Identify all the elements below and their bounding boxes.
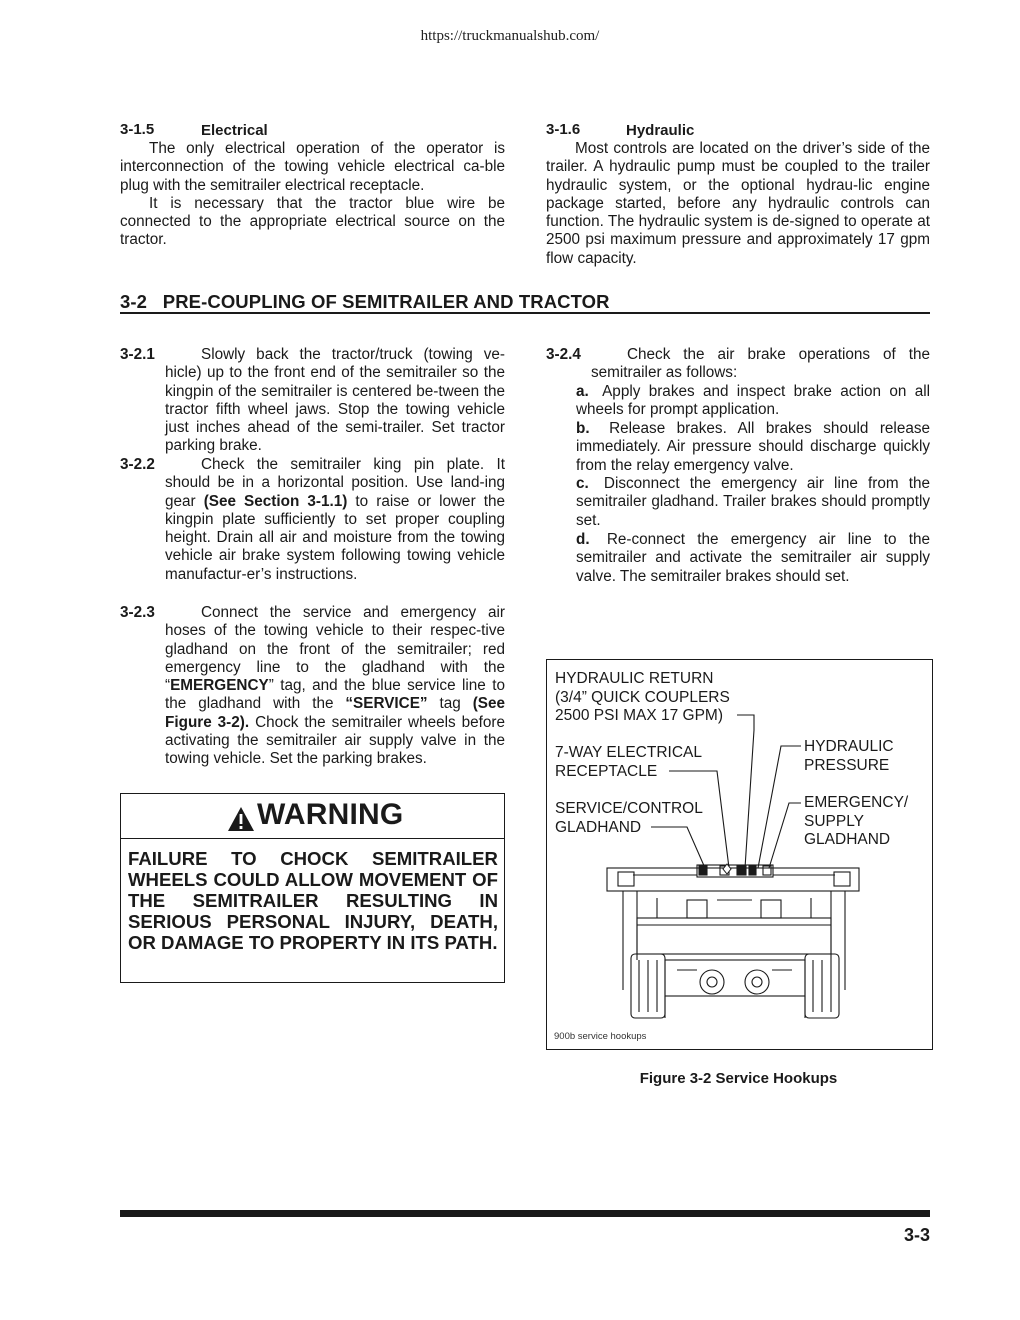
step-text-part: Chock the semitrailer wheels before activating the semitrailer air supply valve in the towing vehicle. Set the parking brakes. xyxy=(165,713,505,768)
section-heading-3-2: 3-2 PRE-COUPLING OF SEMITRAILER AND TRACTOR xyxy=(120,291,610,312)
section-title-electrical: Electrical xyxy=(201,122,268,139)
step-number: 3-2.2 xyxy=(120,456,155,473)
step-number: 3-2.1 xyxy=(120,346,155,363)
footer-rule xyxy=(120,1210,930,1217)
section-reference: (See Section 3-1.1) xyxy=(203,492,348,510)
label-line: GLADHAND xyxy=(804,831,891,848)
step-text-part: to raise or lower the kingpin plate sufficiently to set proper coupling height. Drain all air and moisture from the towing vehicle air brake system following towing vehicle manufactur-er’s instructions. xyxy=(165,492,505,583)
figure-reference: (See Figure 3-2). xyxy=(165,695,506,731)
section-number-3-1-5: 3-1.5 xyxy=(120,121,155,138)
step-text-part: tag xyxy=(427,695,473,713)
label-line: 2500 PSI MAX 17 GPM) xyxy=(555,707,723,724)
heading-rule xyxy=(120,312,930,314)
electrical-text xyxy=(120,140,505,250)
step-number: 3-2.4 xyxy=(546,346,581,363)
step-text-part: Connect the service and emergency air hoses of the towing vehicle to their respec-tive gladhand on the front of the semitrailer; red emergency line to the gladhand with the “ xyxy=(165,604,505,695)
hydraulic-paragraph-1: Most controls are located on the driver’s side of the trailer. A hydraulic pump must be coupled to the trailer hydraulic system, or the optional hydrau-lic engine package started, before any hydraulic controls can function. The hydraulic system is de-signed to operate at 2500 psi maximum pressure and approximately 17 gpm flow capacity. xyxy=(546,140,930,267)
warning-title: WARNING xyxy=(257,798,404,831)
sub-text: Apply brakes and inspect brake action on all wheels for prompt application. xyxy=(576,383,931,419)
electrical-paragraph-1: The only electrical operation of the operator is interconnection of the towing vehicle electrical ca-ble plug with the semitrailer electrical receptacle. xyxy=(120,140,505,194)
page-number: 3-3 xyxy=(903,1225,930,1245)
step-3-2-4-d xyxy=(576,531,930,586)
leader-emergency xyxy=(769,803,801,868)
section-number-3-1-6: 3-1.6 xyxy=(546,121,581,138)
label-line: RECEPTACLE xyxy=(555,762,658,780)
label-line: (3/4” QUICK COUPLERS xyxy=(555,688,730,706)
step-text: Slowly back the tractor/truck (towing ve-hicle) up to the front end of the semitrailer so the kingpin of the semitrailer is centered be-tween the tractor fifth wheel jaws. Stop the towing vehicle just inches ahead of the semi-trailer. Set tractor parking brake. xyxy=(165,346,505,455)
label-line: PRESSURE xyxy=(804,756,890,774)
leader-service xyxy=(651,827,705,868)
step-text: Check the air brake operations of the semitrailer as follows: xyxy=(591,346,930,382)
label-line: GLADHAND xyxy=(555,818,642,836)
step-3-2-4-c xyxy=(576,475,930,530)
step-text xyxy=(165,604,505,769)
figure-service-hookups xyxy=(546,659,933,1050)
sub-text: Disconnect the emergency air line from the semitrailer gladhand. Trailer brakes should promptly set. xyxy=(576,475,930,529)
hydraulic-text xyxy=(546,140,930,268)
source-url: https://truckmanualshub.com/ xyxy=(420,28,600,44)
label-line: SUPPLY xyxy=(804,812,865,830)
step-text xyxy=(165,456,505,584)
step-3-2-4-b xyxy=(576,420,930,475)
sub-text: Release brakes. All brakes should release immediately. Air pressure should discharge quickly from the relay emergency valve. xyxy=(576,420,930,474)
sub-label: a. xyxy=(576,383,589,400)
sub-label: c. xyxy=(576,475,589,492)
label-line: SERVICE/CONTROL xyxy=(555,800,703,817)
step-text-part: ” tag, and the blue service line to the gladhand with the xyxy=(165,677,505,713)
warning-box xyxy=(120,793,505,983)
label-line: HYDRAULIC xyxy=(804,738,894,755)
warning-header xyxy=(121,794,504,839)
figure-caption: Figure 3-2 Service Hookups xyxy=(639,1070,838,1087)
sub-label: b. xyxy=(576,420,590,437)
step-number: 3-2.3 xyxy=(120,604,155,621)
step-3-2-4-a xyxy=(576,383,930,420)
service-tag-label: “SERVICE” xyxy=(345,695,428,713)
sub-label: d. xyxy=(576,531,590,548)
leader-hydraulic-pressure xyxy=(758,746,801,868)
sub-text: Re-connect the emergency air line to the semitrailer and activate the semitrailer air supply valve. The semitrailer brakes should set. xyxy=(576,531,930,585)
label-line: 7-WAY ELECTRICAL xyxy=(555,744,703,761)
electrical-paragraph-2: It is necessary that the tractor blue wire be connected to the appropriate electrical source on the tractor. xyxy=(120,194,505,249)
label-line: EMERGENCY/ xyxy=(804,794,909,811)
warning-text: FAILURE TO CHOCK SEMITRAILER WHEELS COULD ALLOW MOVEMENT OF THE SEMITRAILER RESULTING IN SERIOUS PERSONAL INJURY, DEATH, OR DAMAGE TO PROPERTY IN ITS PATH. xyxy=(128,848,498,953)
warning-triangle-icon xyxy=(227,806,255,832)
step-text-part: Check the semitrailer king pin plate. It should be in a horizontal position. Use land-ing gear xyxy=(165,456,505,510)
label-line: HYDRAULIC RETURN xyxy=(555,670,714,687)
section-title-hydraulic: Hydraulic xyxy=(626,122,695,139)
emergency-tag-label: EMERGENCY xyxy=(170,677,269,695)
figure-image-tag: 900b service hookups xyxy=(554,1031,647,1042)
trailer-drawing xyxy=(547,660,932,1049)
leader-hydraulic-return xyxy=(737,715,754,868)
